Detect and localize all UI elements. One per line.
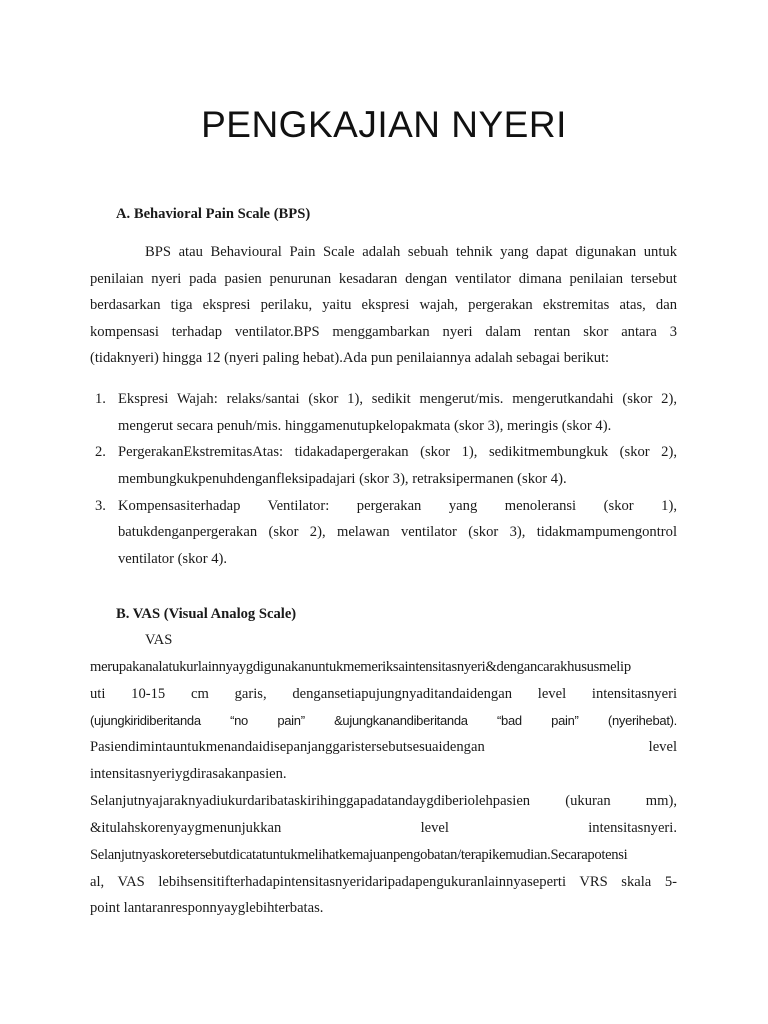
section-a-para-line: (tidaknyeri) hingga 12 (nyeri paling hebat).Ada pun penilaiannya adalah sebagai berikut: [90, 350, 610, 366]
list-item-line: ventilator (skor 4). [118, 551, 228, 567]
section-b-line: intensitasnyeriygdirasakanpasien. [90, 766, 287, 782]
list-item-line: PergerakanEkstremitasAtas: tidakadapergerakan (skor 1), sedikitmembungkuk (skor 2), [118, 444, 677, 460]
list-number: 3. [95, 498, 106, 514]
section-b-line: al, VAS lebihsensitifterhadapintensitasnyeridaripadapengukuranlainnyaseperti VRS skala 5- [90, 874, 677, 890]
list-number: 2. [95, 444, 106, 460]
section-b-line: Selanjutnyaskoretersebutdicatatuntukmelihatkemajuanpengobatan/terapikemudian.Secarapotensi [90, 847, 628, 863]
section-a-para-line: kompensasi terhadap ventilator.BPS menggambarkan nyeri dalam rentan skor antara 3 [90, 324, 677, 340]
list-item-line: Kompensasiterhadap Ventilator: pergerakan yang menoleransi (skor 1), [118, 498, 677, 514]
list-item-line: membungkukpenuhdenganfleksipadajari (skor 3), retraksipermanen (skor 4). [118, 471, 567, 487]
section-b-line: VAS [145, 632, 173, 648]
section-b-line: &itulahskorenyaygmenunjukkan level intensitasnyeri. [90, 820, 677, 836]
section-b-line: Selanjutnyajaraknyadiukurdaribataskirihinggapadatandaygdiberiolehpasien (ukuran mm), [90, 793, 677, 809]
list-item-line: batukdenganpergerakan (skor 2), melawan ventilator (skor 3), tidakmampumengontrol [118, 524, 677, 540]
section-b-line: point lantaranresponnyayglebihterbatas. [90, 900, 324, 916]
section-a-para-line: BPS atau Behavioural Pain Scale adalah sebuah tehnik yang dapat digunakan untuk [145, 244, 677, 260]
section-b-heading: B. VAS (Visual Analog Scale) [116, 606, 297, 622]
section-a-heading: A. Behavioral Pain Scale (BPS) [116, 206, 311, 222]
section-b-line: uti 10-15 cm garis, dengansetiapujungnyaditandaidengan level intensitasnyeri [90, 686, 677, 702]
section-a-para-line: berdasarkan tiga ekspresi perilaku, yaitu ekspresi wajah, pergerakan ekstremitas atas, dan [90, 297, 677, 313]
list-number: 1. [95, 391, 106, 407]
section-a-para-line: penilaian nyeri pada pasien penurunan kesadaran dengan ventilator dimana penilaian tersebut [90, 271, 677, 287]
list-item-line: mengerut secara penuh/mis. hinggamenutupkelopakmata (skor 3), meringis (skor 4). [118, 418, 612, 434]
list-item-line: Ekspresi Wajah: relaks/santai (skor 1), sedikit mengerut/mis. mengerutkandahi (skor 2), [118, 391, 677, 407]
section-b-line: Pasiendimintauntukmenandaidisepanjanggaristersebutsesuaidengan level [90, 739, 677, 755]
section-b-line: merupakanalatukurlainnyaygdigunakanuntukmemeriksaintensitasnyeri&dengancarakhususmelip [90, 659, 631, 675]
page-title: PENGKAJIAN NYERI [201, 104, 567, 145]
section-b-line: (ujungkiridiberitanda “no pain” &ujungkanandiberitanda “bad pain” (nyerihebat). [90, 713, 677, 728]
